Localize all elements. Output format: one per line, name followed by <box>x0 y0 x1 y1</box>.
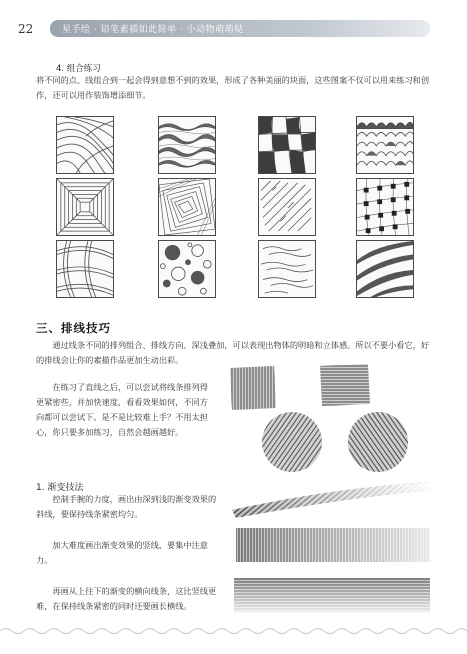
diagonal-gradient-strip <box>232 482 430 518</box>
pattern-diagonal-waves <box>356 240 414 298</box>
pattern-dot-grid <box>356 178 414 236</box>
diagonal-hatch-circle-left <box>262 412 322 472</box>
diagonal-hatch-circle-right <box>348 412 408 472</box>
page-header <box>0 0 467 40</box>
gradient-text-2: 加大难度画出渐变效果的竖线，要集中注意力。 <box>36 540 208 565</box>
vertical-hatch-square <box>230 366 276 410</box>
combo-paragraph: 将不同的点、线组合到一起会得到意想不到的效果，形成了各种美丽的块面，这些图案不仅可以用来练习和创作，还可以用作装饰增添细节。 <box>36 75 430 100</box>
header-banner <box>50 20 430 37</box>
pattern-circles <box>158 240 216 298</box>
diagonal-hatch-drawing <box>259 179 315 235</box>
horizontal-hatch-square <box>320 364 370 406</box>
dot-grid-drawing <box>357 179 413 235</box>
pattern-checker-grid <box>258 116 316 174</box>
ripple-lines-drawing <box>259 241 315 297</box>
diagonal-waves-drawing <box>357 241 413 297</box>
pattern-woven-lines <box>56 240 114 298</box>
combo-heading: 4. 组合练习 <box>56 64 101 74</box>
pattern-diagonal-hatch <box>258 178 316 236</box>
pattern-wave-stripes <box>158 116 216 174</box>
pattern-nested-squares <box>56 178 114 236</box>
gradient-text-3: 再画从上往下的渐变的横向线条，这比竖线更难，在保持线条紧密的同时还要画长横线。 <box>36 586 217 611</box>
circles-drawing <box>159 241 215 297</box>
spiral-squares-drawing <box>159 179 215 235</box>
gradient-text-1: 控制手腕的力度，画出由深到浅的渐变效果的斜线，要保持线条紧密均匀。 <box>36 494 217 519</box>
wave-stripes-drawing <box>159 117 215 173</box>
checker-grid-drawing <box>259 117 315 173</box>
gradient-strokes-illustration <box>232 482 432 616</box>
gradient-heading: 1. 渐变技法 <box>36 483 84 493</box>
curved-lines-drawing <box>57 117 113 173</box>
section-intro: 通过线条不同的排列组合、排线方向、深浅叠加，可以表现出物体的明暗和立体感。所以不要小看它，好的排线会让你的素描作品更加生动出彩。 <box>36 340 430 365</box>
pattern-spiral-squares <box>158 178 216 236</box>
practice-paragraph: 在练习了直线之后，可以尝试将线条排列得更紧密些，并加快速度，看看效果如何，不同方向都可以尝试下。是不是比较难上手？不用太担心，你只要多加练习，自然会越画越好。 <box>36 382 208 437</box>
footer-wave-border <box>0 624 467 638</box>
hatching-shapes-illustration <box>228 362 433 477</box>
vertical-gradient-strip <box>236 528 430 562</box>
pattern-curved-lines <box>56 116 114 174</box>
fish-scales-drawing <box>357 117 413 173</box>
page-number: 22 <box>18 22 34 36</box>
pattern-fish-scales <box>356 116 414 174</box>
pattern-ripple-lines <box>258 240 316 298</box>
header-banner-title: 星手绘 · 铅笔素描如此简单 · 小动物萌萌哒 <box>62 25 244 35</box>
section-title: 三、排线技巧 <box>36 321 111 335</box>
woven-lines-drawing <box>57 241 113 297</box>
nested-squares-drawing <box>57 179 113 235</box>
horizontal-gradient-strip <box>234 578 430 612</box>
